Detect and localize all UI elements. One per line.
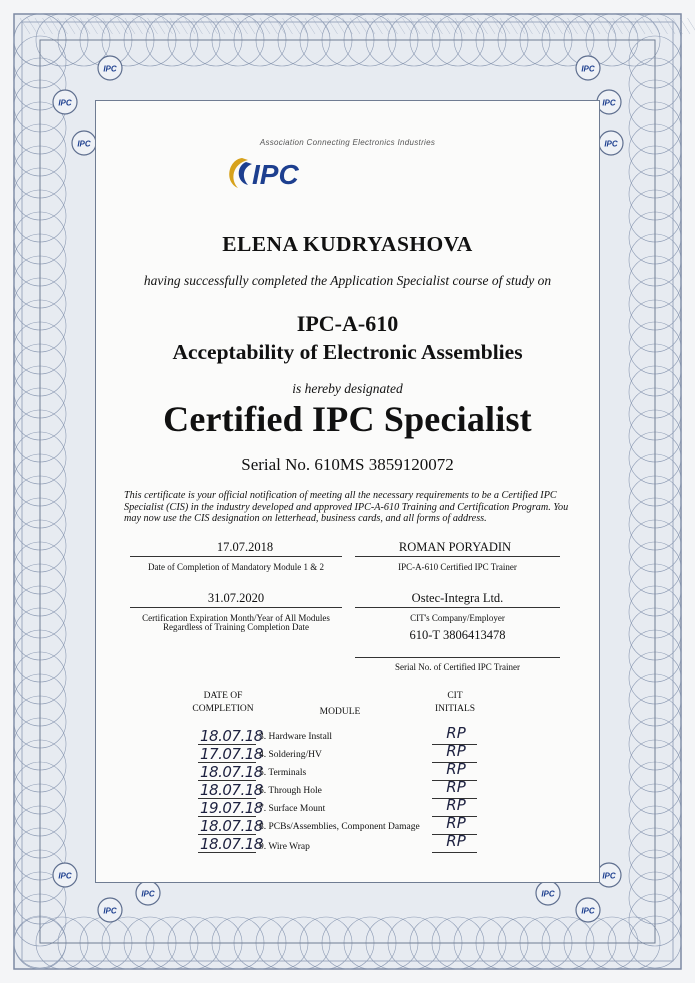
row-date: 18.07.18 [200, 727, 263, 745]
svg-text:IPC: IPC [602, 871, 616, 881]
recipient-name: ELENA KUDRYASHOVA [222, 232, 473, 256]
row-initials: RP [446, 814, 466, 832]
svg-text:IPC: IPC [77, 139, 91, 149]
trainer-caption: IPC-A-610 Certified IPC Trainer [398, 562, 517, 572]
company-caption: CIT's Company/Employer [410, 613, 505, 623]
company-line [355, 607, 560, 608]
border-seal [97, 55, 123, 86]
border-seal [598, 130, 624, 161]
row-date: 17.07.18 [200, 745, 263, 763]
standard-code: IPC-A-610 [296, 311, 399, 336]
row-module: 6. Through Hole [259, 786, 322, 796]
svg-text:IPC: IPC [581, 64, 595, 74]
row-initials-line [432, 852, 477, 853]
border-seal [97, 897, 123, 928]
border-seal [575, 897, 601, 928]
row-initials: RP [446, 832, 466, 850]
completion-date-caption: Date of Completion of Mandatory Module 1 & 2 [148, 562, 324, 572]
svg-text:IPC: IPC [541, 889, 555, 899]
row-module: 4. Soldering/HV [259, 750, 322, 760]
serial-number: Serial No. 610MS 3859120072 [241, 455, 454, 474]
svg-text:IPC: IPC [103, 906, 117, 916]
expiration-date: 31.07.2020 [207, 591, 265, 605]
row-date: 19.07.18 [200, 799, 263, 817]
svg-text:IPC: IPC [141, 889, 155, 899]
border-seal [52, 862, 78, 893]
row-initials: RP [446, 760, 466, 778]
expiration-caption-2: Regardless of Training Completion Date [163, 622, 309, 632]
expiration-date-line [130, 607, 342, 608]
association-tagline: Association Connecting Electronics Industries [259, 138, 436, 147]
border-seal [135, 880, 161, 911]
completion-date: 17.07.2018 [216, 540, 274, 554]
svg-text:IPC: IPC [581, 906, 595, 916]
certificate-note: This certificate is your official notification of meeting all the necessary requirements to be a Certified IPC Specialist (CIS) in the industry developed and approved IPC-A-610 Training and Certification Program. You may now use the CIS designation on letterhead, business cards, and all forms of address. [124, 490, 569, 524]
col-initials-header-1: CIT [447, 691, 463, 701]
svg-text:IPC: IPC [103, 64, 117, 74]
svg-text:IPC: IPC [602, 98, 616, 108]
completion-date-line [130, 556, 342, 557]
row-module: 8. PCBs/Assemblies, Component Damage [259, 822, 420, 832]
row-module: 7. Surface Mount [259, 804, 326, 814]
svg-text:IPC: IPC [58, 98, 72, 108]
ipc-logo [222, 152, 330, 194]
trainer-name-line [355, 556, 560, 557]
designation-intro: is hereby designated [292, 381, 403, 396]
row-module: 3. Hardware Install [259, 732, 333, 742]
col-initials-header-2: INITIALS [434, 704, 476, 714]
col-module-header: MODULE [319, 707, 361, 717]
border-seal [535, 880, 561, 911]
row-initials: RP [446, 742, 466, 760]
border-seal [52, 89, 78, 120]
trainer-serial: 610-T 3806413478 [409, 628, 506, 642]
row-date-line [198, 852, 256, 853]
standard-title: Acceptability of Electronic Assemblies [172, 340, 523, 364]
trainer-serial-caption: Serial No. of Certified IPC Trainer [395, 662, 520, 672]
expiration-caption-1: Certification Expiration Month/Year of All Modules [142, 613, 330, 623]
trainer-name: ROMAN PORYADIN [398, 540, 512, 554]
row-date: 18.07.18 [200, 781, 263, 799]
border-seal [71, 130, 97, 161]
col-date-header-1: DATE OF [203, 691, 243, 701]
row-initials: RP [446, 796, 466, 814]
row-module: 5. Terminals [259, 768, 307, 778]
row-date: 18.07.18 [200, 763, 263, 781]
designation-title: Certified IPC Specialist [163, 399, 532, 439]
row-date: 18.07.18 [200, 835, 263, 853]
row-initials: RP [446, 724, 466, 742]
col-date-header-2: COMPLETION [192, 704, 254, 714]
logo-text: IPC [252, 159, 299, 190]
company-name: Ostec-Integra Ltd. [411, 591, 504, 605]
svg-text:IPC: IPC [58, 871, 72, 881]
border-seal [575, 55, 601, 86]
row-module: 9. Wire Wrap [259, 842, 310, 852]
intro-text: having successfully completed the Application Specialist course of study on [143, 273, 552, 288]
row-initials: RP [446, 778, 466, 796]
svg-text:IPC: IPC [604, 139, 618, 149]
row-date: 18.07.18 [200, 817, 263, 835]
trainer-serial-line [355, 657, 560, 658]
